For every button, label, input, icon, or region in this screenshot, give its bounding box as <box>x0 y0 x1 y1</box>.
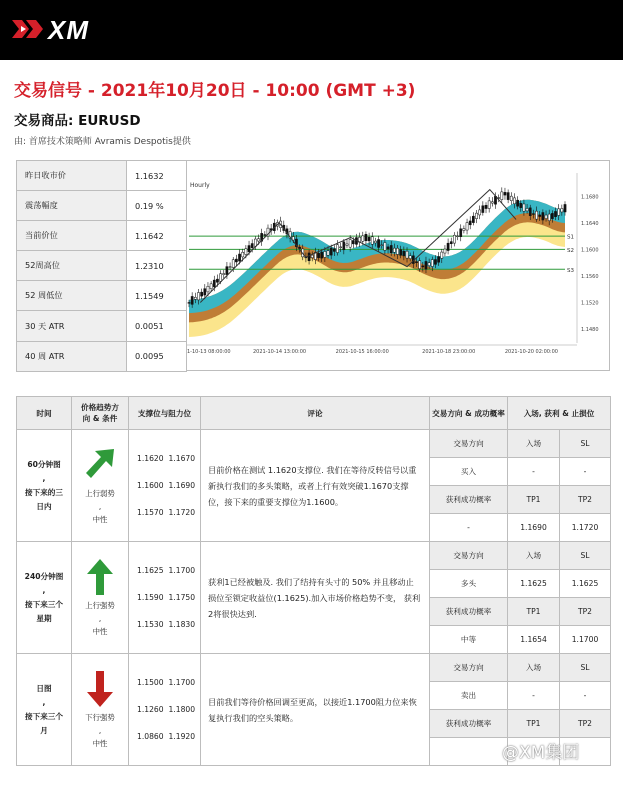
x-tick-label: 2021-10-15 16:00:00 <box>335 349 389 355</box>
watermark: @XM集团 <box>502 743 580 763</box>
candle-body <box>504 192 506 195</box>
candle-body <box>308 253 310 261</box>
stop-cell: SL <box>560 654 611 682</box>
stat-value: 0.0095 <box>127 341 187 371</box>
entry-cell: 1.1690 <box>508 514 560 542</box>
timeframe-line: 接下来三个 <box>25 599 63 609</box>
timeframe-line: , <box>42 585 46 595</box>
timeframe-cell <box>17 542 72 654</box>
y-tick-label: 1.1640 <box>581 220 599 227</box>
candle-body <box>542 213 544 221</box>
candle-body <box>472 216 474 222</box>
logo-text: XM <box>48 15 89 45</box>
support-value: 1.1600 <box>137 481 164 490</box>
candle-body <box>482 206 484 213</box>
stat-value: 1.1642 <box>127 221 187 251</box>
entry-cell: TP1 <box>508 598 560 626</box>
trend-line: 上行强势 <box>85 601 115 610</box>
candle-body <box>352 241 354 244</box>
candle-body <box>251 244 253 248</box>
resistance-value: 1.1800 <box>168 705 196 714</box>
candle-body <box>264 235 266 236</box>
price-chart <box>186 160 610 371</box>
sr-pair <box>137 723 200 750</box>
candle-body <box>311 255 313 258</box>
timeframe-line: 240分钟图 <box>24 571 64 581</box>
chart-svg <box>187 161 609 370</box>
direction-cell: 买入 <box>430 458 508 486</box>
support-value: 1.0860 <box>137 732 164 741</box>
candle-body <box>403 251 405 256</box>
candle-body <box>232 260 234 268</box>
entry-cell: 入场 <box>508 654 560 682</box>
candle-body <box>520 203 522 207</box>
sr-pair <box>137 611 200 638</box>
direction-cell: 获利成功概率 <box>430 486 508 514</box>
stats-row <box>17 281 187 311</box>
trend-line: 中性 <box>92 515 108 524</box>
author-byline: 由: 首席技术策略师 Avramis Despotis提供 <box>14 137 191 147</box>
y-tick-label: 1.1520 <box>581 300 599 307</box>
candle-body <box>466 223 468 230</box>
stop-cell: SL <box>560 430 611 458</box>
stat-label: 52 周低位 <box>17 281 127 311</box>
stop-cell: TP2 <box>560 598 611 626</box>
candle-body <box>513 198 515 204</box>
candle-body <box>463 229 465 231</box>
candle-body <box>384 243 386 251</box>
stats-row <box>17 341 187 371</box>
candle-body <box>254 239 256 246</box>
sr-pair <box>137 669 200 696</box>
timeframe-line: 接下来的三 <box>25 487 63 497</box>
candle-body <box>517 200 519 206</box>
stop-cell: SL <box>560 542 611 570</box>
candle-body <box>371 237 373 244</box>
candle-body <box>532 214 534 215</box>
candle-body <box>551 213 553 218</box>
candle-body <box>365 234 367 240</box>
candle-body <box>213 280 215 287</box>
stop-cell: - <box>560 682 611 710</box>
candle-body <box>346 244 348 245</box>
candle-body <box>321 252 323 258</box>
header-trend <box>72 397 129 430</box>
candle-body <box>523 204 525 211</box>
stats-row <box>17 161 187 191</box>
top-bar <box>0 0 623 60</box>
chart-title: Hourly <box>190 182 210 189</box>
stop-cell: 1.1720 <box>560 514 611 542</box>
timeframe-line: , <box>42 697 46 707</box>
sr-pair <box>137 472 200 499</box>
candle-body <box>545 215 547 219</box>
stop-cell: 1.1625 <box>560 570 611 598</box>
resistance-value: 1.1920 <box>168 732 196 741</box>
header-entry: 入场, 获利 & 止损位 <box>508 397 611 430</box>
timeframe-cell <box>17 430 72 542</box>
candle-body <box>535 211 537 219</box>
sr-pair <box>137 499 200 526</box>
direction-cell <box>430 738 508 766</box>
candle-body <box>469 221 471 225</box>
candle-body <box>194 297 196 299</box>
candle-body <box>226 267 228 275</box>
entry-cell: 1.1625 <box>508 570 560 598</box>
timeframe-line: 月 <box>40 725 48 735</box>
candle-body <box>207 286 209 292</box>
resistance-value: 1.1690 <box>168 481 196 490</box>
candle-body <box>450 242 452 244</box>
entry-cell: TP1 <box>508 486 560 514</box>
resistance-value: 1.1700 <box>168 678 196 687</box>
y-tick-label: 1.1680 <box>581 194 599 201</box>
page-title: 交易信号 - 2021年10月20日 - 10:00 (GMT +3) <box>14 81 416 101</box>
stop-cell: 1.1700 <box>560 626 611 654</box>
stat-value: 1.1549 <box>127 281 187 311</box>
trend-cell <box>72 654 129 766</box>
candle-body <box>526 208 528 210</box>
candle-body <box>475 213 477 218</box>
y-tick-label: 1.1600 <box>581 247 599 254</box>
trend-line: 中性 <box>92 627 108 636</box>
resistance-value: 1.1700 <box>168 566 196 575</box>
candle-body <box>501 192 503 200</box>
candle-body <box>460 229 462 237</box>
candle-body <box>558 209 560 216</box>
candle-body <box>491 202 493 203</box>
comment-cell: 目前我们等待价格回调至更高，以接近1.1700阻力位来恢复执行我们的空头策略。 <box>201 654 430 766</box>
candle-body <box>479 210 481 215</box>
candle-body <box>204 289 206 295</box>
support-value: 1.1590 <box>137 593 164 602</box>
trend-line: , <box>98 502 102 511</box>
signals-table <box>16 396 611 766</box>
candle-body <box>434 260 436 265</box>
candle-body <box>422 266 424 267</box>
candle-body <box>362 236 364 241</box>
candle-body <box>245 249 247 255</box>
trend-line: 中性 <box>92 739 108 748</box>
timeframe-line: 60分钟图 <box>27 459 61 469</box>
candle-body <box>428 263 430 266</box>
candle-body <box>529 208 531 216</box>
candle-body <box>554 211 556 216</box>
stat-label: 52周高位 <box>17 251 127 281</box>
candle-body <box>507 193 509 200</box>
candle-body <box>561 208 563 212</box>
direction-cell: 交易方向 <box>430 542 508 570</box>
support-value: 1.1260 <box>137 705 164 714</box>
stop-cell: - <box>560 458 611 486</box>
direction-cell: 多头 <box>430 570 508 598</box>
candle-body <box>396 248 398 254</box>
candle-body <box>377 240 379 248</box>
direction-cell: 交易方向 <box>430 430 508 458</box>
candle-body <box>441 252 443 258</box>
trend-cell <box>72 430 129 542</box>
header-time: 时间 <box>17 397 72 430</box>
stat-label: 震荡幅度 <box>17 191 127 221</box>
trend-line: , <box>98 614 102 623</box>
candle-body <box>201 292 203 296</box>
candle-body <box>415 262 417 263</box>
stat-label: 30 天 ATR <box>17 311 127 341</box>
support-value: 1.1620 <box>137 454 164 463</box>
table-row <box>17 542 611 570</box>
table-row <box>17 654 611 682</box>
level-label: S2 <box>567 247 574 254</box>
candle-body <box>409 256 411 259</box>
stop-cell: TP2 <box>560 486 611 514</box>
candle-body <box>456 236 458 237</box>
stat-value: 0.19 % <box>127 191 187 221</box>
candle-body <box>188 302 190 303</box>
candle-body <box>488 201 490 209</box>
sr-pair <box>137 696 200 723</box>
resistance-value: 1.1830 <box>168 620 196 629</box>
candle-body <box>191 296 193 304</box>
timeframe-line: , <box>42 473 46 483</box>
candle-body <box>374 241 376 243</box>
candle-body <box>447 243 449 250</box>
candle-body <box>387 247 389 249</box>
direction-cell: 中等 <box>430 626 508 654</box>
resistance-value: 1.1750 <box>168 593 196 602</box>
candle-body <box>539 215 541 217</box>
resistance-value: 1.1670 <box>168 454 196 463</box>
direction-cell: 卖出 <box>430 682 508 710</box>
candle-body <box>257 239 259 241</box>
table-row <box>17 430 611 458</box>
level-label: S3 <box>567 267 574 274</box>
stat-label: 当前价位 <box>17 221 127 251</box>
stop-cell: TP2 <box>560 710 611 738</box>
header-sr: 支撑位与阻力位 <box>129 397 201 430</box>
candle-body <box>419 261 421 269</box>
arrow-up-right-icon <box>83 445 117 485</box>
stat-label: 昨日收市价 <box>17 161 127 191</box>
x-tick-label: 1-10-13 08:00:00 <box>187 349 231 355</box>
support-value: 1.1570 <box>137 508 164 517</box>
trend-cell <box>72 542 129 654</box>
timeframe-line: 日内 <box>36 501 52 511</box>
arrow-up-icon <box>83 557 117 597</box>
direction-cell: - <box>430 514 508 542</box>
arrow-down-icon <box>83 669 117 709</box>
candle-body <box>229 267 231 268</box>
candle-body <box>400 250 402 256</box>
timeframe-line: 日图 <box>36 683 52 693</box>
entry-cell: 入场 <box>508 542 560 570</box>
timeframe-line: 接下来三个 <box>25 711 63 721</box>
direction-cell: 获利成功概率 <box>430 598 508 626</box>
entry-cell: 入场 <box>508 430 560 458</box>
level-label: S1 <box>567 234 574 241</box>
xm-logo-mark-icon <box>12 16 46 42</box>
candle-body <box>197 293 199 300</box>
direction-cell: 获利成功概率 <box>430 710 508 738</box>
candle-body <box>425 261 427 269</box>
candle-body <box>336 245 338 253</box>
support-value: 1.1530 <box>137 620 164 629</box>
entry-cell: TP1 <box>508 710 560 738</box>
candle-body <box>453 235 455 243</box>
y-tick-label: 1.1480 <box>581 327 599 334</box>
candle-body <box>438 257 440 263</box>
candle-body <box>235 259 237 262</box>
sr-pair <box>137 584 200 611</box>
resistance-value: 1.1720 <box>168 508 196 517</box>
candle-body <box>485 205 487 208</box>
support-resistance-cell <box>129 430 201 542</box>
candle-body <box>210 284 212 289</box>
support-value: 1.1500 <box>137 678 164 687</box>
x-tick-label: 2021-10-18 23:00:00 <box>422 349 476 355</box>
x-tick-label: 2021-10-20 02:00:00 <box>504 349 558 355</box>
candle-body <box>431 260 433 267</box>
stat-label: 40 周 ATR <box>17 341 127 371</box>
stats-row <box>17 251 187 281</box>
candle-body <box>238 254 240 261</box>
trend-line: 上行弱势 <box>85 489 115 498</box>
candle-body <box>381 245 383 246</box>
x-tick-label: 2021-10-14 13:00:00 <box>252 349 307 355</box>
candle-body <box>406 251 408 258</box>
timeframe-cell <box>17 654 72 766</box>
candle-body <box>223 274 225 275</box>
header-direction: 交易方向 & 成功概率 <box>430 397 508 430</box>
stats-row <box>17 221 187 251</box>
candle-body <box>324 251 326 257</box>
stat-value: 1.2310 <box>127 251 187 281</box>
stat-value: 1.1632 <box>127 161 187 191</box>
trend-line: , <box>98 726 102 735</box>
candle-body <box>343 242 345 250</box>
candle-body <box>330 248 332 255</box>
candle-body <box>333 249 335 252</box>
stats-row <box>17 191 187 221</box>
candle-body <box>368 237 370 241</box>
timeframe-line: 星期 <box>36 613 52 623</box>
entry-cell: - <box>508 458 560 486</box>
candle-body <box>317 253 319 257</box>
comment-cell: 目前价格在测试 1.1620支撑位. 我们在等待反转信号以重新执行我们的多头策略，或者上行有效突破1.1670支撑位，接下来的重要支撑位为1.1600。 <box>201 430 430 542</box>
candle-body <box>349 240 351 248</box>
candle-body <box>216 279 218 282</box>
candle-body <box>444 249 446 253</box>
stat-value: 0.0051 <box>127 311 187 341</box>
candle-body <box>340 247 342 248</box>
candle-body <box>219 274 221 282</box>
support-resistance-cell <box>129 542 201 654</box>
support-resistance-cell <box>129 654 201 766</box>
stats-table <box>16 160 187 372</box>
instrument-subtitle: 交易商品: EURUSD <box>14 113 141 129</box>
candle-body <box>248 246 250 252</box>
entry-cell: 1.1654 <box>508 626 560 654</box>
header-comment: 评论 <box>201 397 430 430</box>
support-value: 1.1625 <box>137 566 164 575</box>
comment-cell: 获利1已经被触及. 我们了结持有头寸的 50% 并且移动止损位至锁定收益位(1.1625).加入市场价格趋势不变， 获利2将很快达到. <box>201 542 430 654</box>
candle-body <box>510 196 512 201</box>
candle-body <box>242 252 244 257</box>
candle-body <box>327 251 329 255</box>
signals-header-row <box>17 397 611 430</box>
candle-body <box>390 245 392 252</box>
xm-logo[interactable] <box>12 14 108 44</box>
sr-pair <box>137 445 200 472</box>
y-tick-label: 1.1560 <box>581 273 599 280</box>
trend-line: 下行强势 <box>85 713 115 722</box>
stats-row <box>17 311 187 341</box>
header-trend-label: 价格趋势方向 & 条件 <box>81 403 119 423</box>
candle-body <box>548 214 550 221</box>
candle-body <box>564 204 566 212</box>
sr-pair <box>137 557 200 584</box>
entry-cell: - <box>508 682 560 710</box>
candle-body <box>393 248 395 252</box>
direction-cell: 交易方向 <box>430 654 508 682</box>
